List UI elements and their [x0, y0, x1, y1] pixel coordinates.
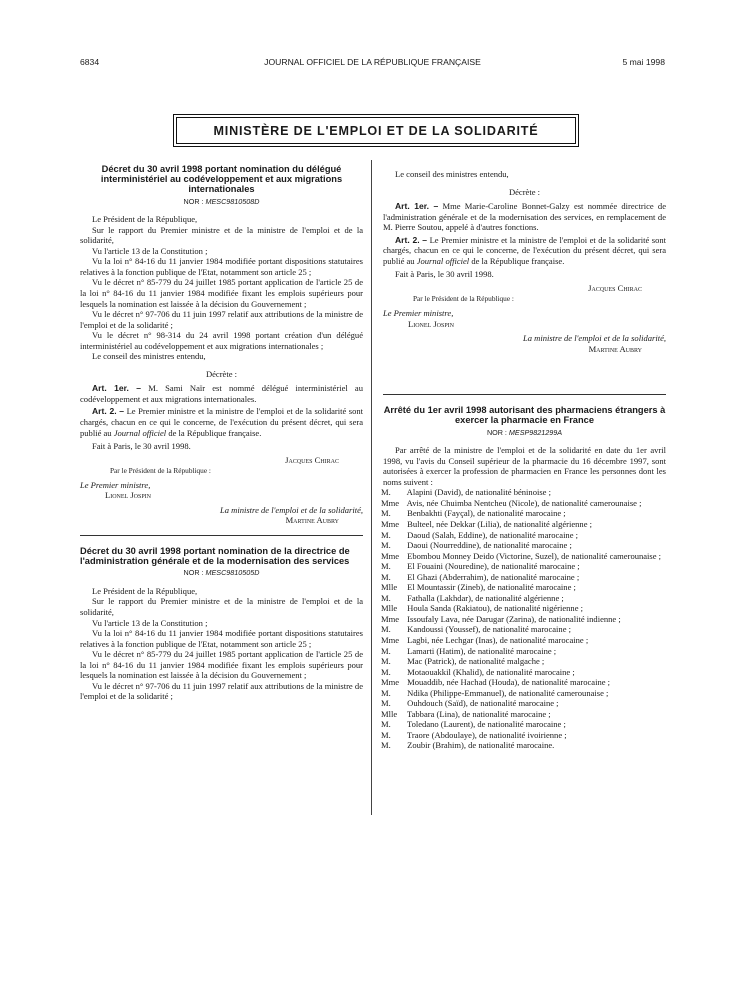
visa-paragraph: Vu le décret n° 97-706 du 11 juin 1997 relatif aux attributions de la ministre de l'emploi et de la solidarité ; — [80, 680, 363, 702]
arrete-nor — [383, 428, 666, 439]
pharmacist-entry: Kandoussi (Youssef), de nationalité marocaine ; — [407, 624, 572, 635]
civility-title: M. — [381, 561, 391, 572]
pharmacist-entry: Lagbi, née Lechgar (Inas), de nationalité marocaine ; — [407, 635, 589, 645]
visa-paragraph: Vu la loi n° 84-16 du 11 janvier 1984 modifiée portant dispositions statutaires relatives à la fonction publique de l'Etat, notamment son article 25 ; — [80, 256, 363, 277]
list-item — [383, 688, 666, 699]
list-item — [383, 656, 666, 667]
visa-paragraph: Vu la loi n° 84-16 du 11 janvier 1984 modifiée portant dispositions statutaires relatives à la fonction publique de l'Etat, notamment son article 25 ; — [80, 628, 363, 649]
pharmacist-entry: Mac (Patrick), de nationalité malgache ; — [407, 656, 545, 667]
left-column — [80, 164, 363, 702]
decree1-article-1 — [80, 383, 363, 404]
civility-title: M. — [381, 540, 391, 551]
decree2-par-le-president: Par le Président de la République : — [413, 294, 514, 304]
list-item — [383, 508, 666, 519]
pharmacist-entry: El Mountassir (Zineb), de nationalité marocaine ; — [407, 582, 576, 593]
civility-title: M. — [381, 571, 391, 582]
decree2-visas — [80, 586, 363, 702]
decree2-nor — [80, 568, 363, 579]
pharmacist-entry: Ndika (Philippe-Emmanuel), de nationalité camerounaise ; — [407, 687, 609, 698]
decree2-article-2 — [383, 235, 666, 267]
visa-paragraph: Vu le décret n° 85-779 du 24 juillet 1985 portant application de l'article 25 de la loi n° 84-16 du 11 janvier 1984 modifiée fixant les emplois supérieurs pour lesquels la nomination est laissée à la décision du Gouvernement ; — [80, 649, 363, 681]
list-item — [383, 487, 666, 498]
civility-title: M. — [381, 666, 391, 677]
article-label: Art. 1er. – — [92, 383, 142, 394]
right-column — [383, 169, 666, 751]
civility-title: M. — [381, 529, 391, 540]
article-text: Le Premier ministre et la ministre de l'emploi et de la solidarité sont chargés, chacun en ce qui le concerne, de l'exécution du présent décret, qui sera publié au — [383, 234, 667, 266]
pharmacist-entry: Mouaddib, née Hachad (Houda), de nationalité marocaine ; — [407, 677, 611, 688]
visa-paragraph: Vu l'article 13 de la Constitution ; — [92, 245, 208, 256]
civility-title: Mme — [381, 613, 400, 624]
list-item — [383, 698, 666, 709]
journal-officiel: Journal officiel — [416, 255, 470, 266]
pharmacist-list — [383, 487, 666, 751]
pharmacist-entry: Avis, née Chuimba Nentcheu (Nicole), de nationalité camerounaise ; — [406, 497, 642, 508]
article-text: M. Sami Naïr est nommé délégué interministériel au codéveloppement et aux migrations internationales. — [80, 383, 363, 404]
decree1-visas — [80, 214, 363, 362]
visa-paragraph: Le Président de la République, — [92, 214, 198, 225]
pharmacist-entry: Motaouakkil (Khalid), de nationalité marocaine ; — [407, 666, 575, 677]
decree1-pm-title: Le Premier ministre, — [80, 479, 151, 490]
civility-title: Mme — [381, 550, 400, 561]
decree2-fait: Fait à Paris, le 30 avril 1998. — [395, 269, 494, 280]
visa-paragraph: Le Président de la République, — [92, 585, 198, 596]
nor-code: MESC9810508D — [205, 196, 260, 206]
decree1-pm-name: Lionel Jospin — [105, 490, 152, 501]
journal-officiel: Journal officiel — [113, 427, 167, 438]
list-item — [383, 719, 666, 730]
list-item — [383, 530, 666, 541]
decree1-decrete: Décrète : — [205, 368, 238, 379]
decree2-article-1 — [383, 201, 666, 233]
article-text-end: de la République française. — [168, 427, 262, 438]
visa-paragraph: Sur le rapport du Premier ministre et de la ministre de l'emploi et de la solidarité, — [80, 224, 363, 246]
list-item — [383, 624, 666, 635]
civility-title: Mme — [381, 635, 400, 645]
decree2-minister-title: La ministre de l'emploi et de la solidarité, — [523, 333, 666, 344]
civility-title: Mlle — [381, 582, 398, 593]
nor-code: MESC9810505D — [205, 568, 260, 578]
civility-title: Mme — [381, 497, 400, 508]
civility-title: M. — [381, 624, 391, 635]
civility-title: M. — [381, 729, 391, 740]
pharmacist-entry: Lamarti (Hatim), de nationalité marocaine ; — [407, 645, 557, 656]
pharmacist-entry: Fathalla (Lakhdar), de nationalité algérienne ; — [407, 592, 564, 603]
pharmacist-entry: Issoufaly Lava, née Darugar (Zarina), de nationalité indienne ; — [407, 613, 621, 624]
decree1-article-2 — [80, 406, 363, 438]
decree2-signature: Jacques Chirac — [588, 282, 642, 293]
list-item — [383, 572, 666, 583]
list-item — [383, 498, 666, 509]
list-item — [383, 677, 666, 688]
arrete-intro: Par arrêté de la ministre de l'emploi et de la solidarité en date du 1er avril 1998, vu l'avis du Conseil supérieur de la pharmacie du 16 décembre 1997, sont autorisées à exercer la profession de pharmacien en France les personnes dont les noms suivent : — [383, 445, 666, 487]
list-item — [383, 593, 666, 604]
ministry-heading — [176, 117, 576, 144]
civility-title: Mlle — [381, 603, 398, 614]
pharmacist-entry: El Ghazi (Abderrahim), de nationalité marocaine ; — [407, 571, 580, 582]
civility-title: M. — [381, 592, 391, 603]
decree1-minister-title: La ministre de l'emploi et de la solidarité, — [220, 504, 363, 515]
visa-paragraph: Vu l'article 13 de la Constitution ; — [92, 617, 208, 628]
list-item — [383, 709, 666, 720]
decree2-conseil: Le conseil des ministres entendu, — [395, 169, 509, 179]
civility-title: Mlle — [381, 708, 398, 719]
civility-title: M. — [381, 698, 391, 709]
issue-date: 5 mai 1998 — [622, 57, 665, 67]
civility-title: M. — [381, 508, 391, 519]
civility-title: Mme — [381, 518, 400, 529]
visa-paragraph: Vu le décret n° 98-314 du 24 avril 1998 portant création d'un délégué interministériel au codéveloppement et aux migrations internationales ; — [80, 330, 363, 351]
article-label: Art. 2. – — [92, 406, 125, 417]
civility-title: M. — [381, 487, 391, 498]
article-label: Art. 1er. – — [395, 201, 439, 212]
article-text: Le Premier ministre et la ministre de l'emploi et de la solidarité sont chargés, chacun en ce qui le concerne, de l'exécution du présent décret, qui sera publié au — [80, 406, 364, 438]
pharmacist-entry: Daoud (Salah, Eddine), de nationalité marocaine ; — [407, 529, 579, 540]
decree2-pm-name: Lionel Jospin — [408, 318, 455, 329]
pharmacist-entry: Tabbara (Lina), de nationalité marocaine ; — [406, 708, 551, 719]
list-item — [383, 614, 666, 625]
list-item — [383, 635, 666, 646]
page-number: 6834 — [80, 57, 100, 67]
decree1-minister-name: Martine Aubry — [285, 515, 339, 526]
list-item — [383, 730, 666, 741]
nor-label: NOR : — [486, 427, 507, 437]
pharmacist-entry: Ouhdouch (Saïd), de nationalité marocaine ; — [407, 698, 559, 709]
decree1-nor — [80, 197, 363, 208]
section-divider — [383, 394, 666, 395]
visa-paragraph: Vu le décret n° 85-779 du 24 juillet 1985 portant application de l'article 25 de la loi n° 84-16 du 11 janvier 1984 modifiée fixant les emplois supérieurs pour lesquels la nomination est laissée à la décision du Gouvernement ; — [80, 277, 363, 309]
pharmacist-entry: Houla Sanda (Rakiatou), de nationalité nigérienne ; — [407, 603, 584, 614]
list-item — [383, 551, 666, 562]
article-label: Art. 2. – — [395, 234, 428, 245]
civility-title: M. — [381, 656, 391, 667]
civility-title: Mme — [381, 677, 400, 688]
nor-code: MESP9821299A — [508, 427, 563, 437]
page-header — [80, 57, 665, 69]
pharmacist-entry: Benbakhti (Fayçal), de nationalité marocaine ; — [407, 508, 566, 519]
decree1-title: Décret du 30 avril 1998 portant nomination du délégué interministériel au codéveloppement et aux migrations internationales — [100, 164, 343, 195]
nor-label: NOR : — [183, 568, 204, 578]
list-item — [383, 740, 666, 751]
article-text: Mme Marie-Caroline Bonnet-Galzy est nommée directrice de l'administration générale et de la modernisation des services, en remplacement de M. Pierre Soutou, appelé à d'autres fonctions. — [383, 201, 666, 233]
pharmacist-entry: Zoubir (Brahim), de nationalité marocaine. — [407, 740, 555, 751]
ministry-title: MINISTÈRE DE L'EMPLOI ET DE LA SOLIDARITÉ — [213, 123, 539, 138]
journal-title: JOURNAL OFFICIEL DE LA RÉPUBLIQUE FRANÇAISE — [264, 57, 481, 67]
list-item — [383, 603, 666, 614]
list-item — [383, 519, 666, 530]
list-item — [383, 667, 666, 678]
civility-title: M. — [381, 719, 391, 730]
section-divider — [80, 535, 363, 536]
civility-title: M. — [381, 645, 391, 656]
visa-paragraph: Le conseil des ministres entendu, — [92, 351, 206, 362]
list-item — [383, 540, 666, 551]
decree1-par-le-president: Par le Président de la République : — [110, 466, 211, 476]
civility-title: M. — [381, 740, 391, 751]
decree2-decrete: Décrète : — [508, 186, 541, 197]
decree2-pm-title: Le Premier ministre, — [383, 308, 454, 319]
pharmacist-entry: El Fouaini (Nouredine), de nationalité marocaine ; — [407, 561, 580, 572]
pharmacist-entry: Toledano (Laurent), de nationalité marocaine ; — [406, 719, 566, 730]
civility-title: M. — [381, 687, 391, 698]
pharmacist-entry: Alapini (David), de nationalité béninoise ; — [406, 487, 551, 498]
column-divider — [371, 160, 372, 815]
list-item — [383, 582, 666, 593]
decree1-fait: Fait à Paris, le 30 avril 1998. — [92, 441, 191, 452]
decree1-signature: Jacques Chirac — [285, 454, 339, 465]
pharmacist-entry: Daoui (Nourreddine), de nationalité marocaine ; — [407, 540, 572, 551]
list-item — [383, 646, 666, 657]
decree2-minister-name: Martine Aubry — [588, 343, 642, 354]
visa-paragraph: Vu le décret n° 97-706 du 11 juin 1997 relatif aux attributions de la ministre de l'emploi et de la solidarité ; — [80, 309, 363, 330]
decree2-title: Décret du 30 avril 1998 portant nomination de la directrice de l'administration générale et de la modernisation des services — [80, 545, 350, 567]
visa-paragraph: Sur le rapport du Premier ministre et de la ministre de l'emploi et de la solidarité, — [80, 596, 363, 617]
nor-label: NOR : — [183, 196, 204, 206]
article-text-end: de la République française. — [471, 255, 565, 266]
pharmacist-entry: Bulteel, née Dekkar (Lilia), de nationalité algérienne ; — [407, 518, 593, 529]
pharmacist-entry: Traore (Abdoulaye), de nationalité ivoirienne ; — [406, 729, 567, 740]
arrete-title: Arrêté du 1er avril 1998 autorisant des pharmaciens étrangers à exercer la pharmacie en France — [383, 405, 666, 426]
list-item — [383, 561, 666, 572]
pharmacist-entry: Ebombou Monney Deido (Victorine, Suzel), de nationalité camerounaise ; — [407, 550, 662, 561]
